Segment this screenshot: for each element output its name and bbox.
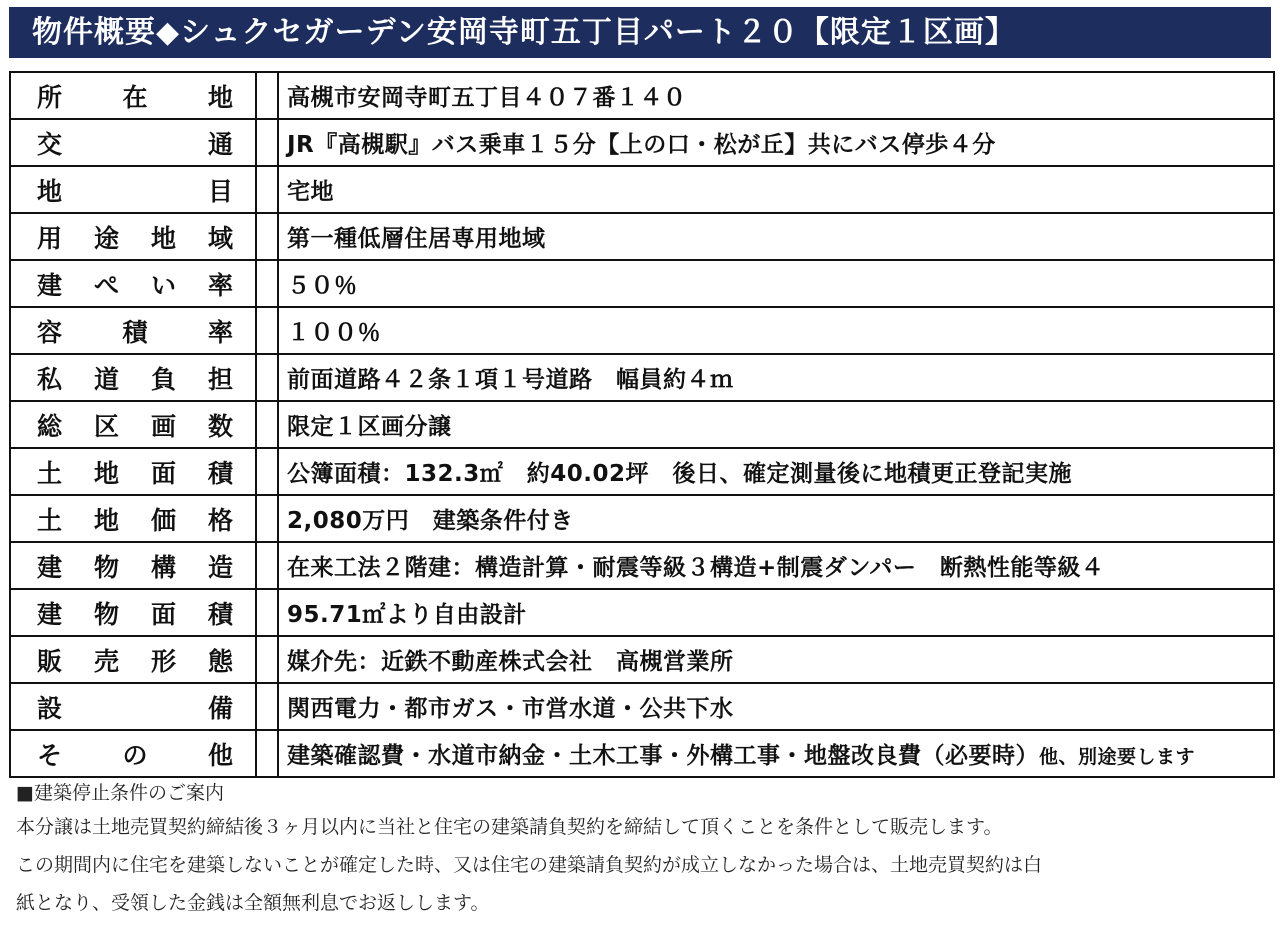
- spec-label: [11, 590, 257, 637]
- spec-value: [279, 684, 1273, 731]
- spec-value: [279, 637, 1273, 684]
- spec-label: [11, 308, 257, 355]
- spec-value-text: 2,080万円 建築条件付き: [287, 508, 574, 534]
- spec-value: [279, 167, 1273, 214]
- spec-label-char: 建: [37, 552, 63, 582]
- spec-label: [11, 637, 257, 684]
- spec-label-char: の: [122, 740, 148, 770]
- spec-label-char: 地: [207, 82, 233, 112]
- spec-label-char: 総: [37, 411, 63, 441]
- spec-row: [11, 402, 1273, 449]
- notes-line: 紙となり、受領した金銭は全額無利息でお返しします。: [16, 892, 490, 914]
- spec-value: [279, 308, 1273, 355]
- spec-value-text: 第一種低層住居専用地域: [287, 226, 546, 252]
- spec-spacer: [257, 308, 279, 355]
- spec-value-text: 建築確認費・水道市納金・土木工事・外構工事・地盤改良費（必要時）: [287, 743, 1039, 769]
- spec-row: [11, 308, 1273, 355]
- spec-label-char: 容: [37, 317, 63, 347]
- spec-label: [11, 261, 257, 308]
- spec-label-char: 格: [207, 505, 233, 535]
- property-spec-table: [9, 71, 1275, 778]
- spec-spacer: [257, 449, 279, 496]
- spec-value-note: 他、別途要します: [1039, 746, 1196, 768]
- spec-label-char: 積: [122, 317, 148, 347]
- spec-row: [11, 496, 1273, 543]
- spec-label-char: 積: [207, 458, 233, 488]
- spec-value-text: 公簿面積：132.3㎡ 約40.02坪 後日、確定測量後に地積更正登記実施: [287, 461, 1073, 487]
- spec-row: [11, 355, 1273, 402]
- spec-spacer: [257, 684, 279, 731]
- spec-label-char: 備: [207, 693, 233, 723]
- building-condition-notes: [16, 778, 1266, 922]
- spec-spacer: [257, 167, 279, 214]
- spec-row: [11, 167, 1273, 214]
- spec-label: [11, 684, 257, 731]
- spec-value-text: １００％: [287, 320, 381, 346]
- spec-row: [11, 590, 1273, 637]
- spec-spacer: [257, 355, 279, 402]
- spec-label-char: 形: [150, 646, 176, 676]
- spec-label-char: 数: [207, 411, 233, 441]
- spec-label-char: 私: [37, 364, 63, 394]
- spec-value-text: 宅地: [287, 179, 334, 205]
- spec-label-char: 担: [207, 364, 233, 394]
- spec-value-text: 限定１区画分譲: [287, 414, 452, 440]
- spec-row: [11, 637, 1273, 684]
- spec-label-char: 通: [207, 129, 233, 159]
- spec-value: [279, 590, 1273, 637]
- spec-label-char: 交: [37, 129, 63, 159]
- spec-value-text: ５０％: [287, 273, 358, 299]
- spec-label-char: 区: [93, 411, 119, 441]
- spec-label-char: 面: [150, 458, 176, 488]
- spec-row: [11, 684, 1273, 731]
- spec-value-text: JR『高槻駅』バス乗車１５分【上の口・松が丘】共にバス停歩４分: [287, 132, 996, 158]
- spec-value-text: 前面道路４２条１項１号道路 幅員約４ｍ: [287, 367, 734, 393]
- spec-label-char: い: [150, 270, 176, 300]
- spec-label: [11, 355, 257, 402]
- notes-line: 本分譲は土地売買契約締結後３ヶ月以内に当社と住宅の建築請負契約を締結して頂くことを条件として販売します。: [16, 816, 1003, 838]
- spec-label-char: そ: [37, 740, 63, 770]
- spec-spacer: [257, 402, 279, 449]
- notes-heading: ■建築停止条件のご案内: [16, 782, 224, 804]
- notes-line: この期間内に住宅を建築しないことが確定した時、又は住宅の建築請負契約が成立しなかった場合は、土地売買契約は白: [16, 854, 1043, 876]
- spec-label-char: 画: [150, 411, 176, 441]
- spec-label-char: 地: [93, 458, 119, 488]
- spec-label-char: 面: [150, 599, 176, 629]
- spec-value-text: 媒介先：近鉄不動産株式会社 高槻営業所: [287, 649, 734, 675]
- spec-label: [11, 73, 257, 120]
- spec-row: [11, 120, 1273, 167]
- spec-spacer: [257, 731, 279, 776]
- spec-row: [11, 261, 1273, 308]
- spec-label-char: 負: [150, 364, 176, 394]
- spec-label: [11, 731, 257, 776]
- spec-label: [11, 120, 257, 167]
- spec-label-char: 用: [37, 223, 63, 253]
- spec-label: [11, 214, 257, 261]
- spec-label-char: ぺ: [93, 270, 119, 300]
- spec-value: [279, 731, 1273, 776]
- spec-label-char: 販: [37, 646, 63, 676]
- spec-label-char: 価: [150, 505, 176, 535]
- spec-label: [11, 449, 257, 496]
- spec-label-char: 土: [37, 505, 63, 535]
- spec-label: [11, 167, 257, 214]
- spec-label-char: 率: [207, 270, 233, 300]
- spec-row: [11, 543, 1273, 590]
- spec-label-char: 土: [37, 458, 63, 488]
- spec-row: [11, 449, 1273, 496]
- spec-label-char: 設: [37, 693, 63, 723]
- spec-label-char: 地: [93, 505, 119, 535]
- page-title: 物件概要◆シュクセガーデン安岡寺町五丁目パート２０【限定１区画】: [9, 7, 1271, 58]
- spec-value: [279, 120, 1273, 167]
- spec-spacer: [257, 261, 279, 308]
- spec-label-char: 域: [207, 223, 233, 253]
- spec-spacer: [257, 637, 279, 684]
- spec-row: [11, 731, 1273, 776]
- spec-value: [279, 449, 1273, 496]
- spec-label-char: 売: [93, 646, 119, 676]
- spec-label-char: 所: [37, 82, 63, 112]
- spec-value: [279, 402, 1273, 449]
- spec-spacer: [257, 543, 279, 590]
- spec-value: [279, 355, 1273, 402]
- spec-value-text: 高槻市安岡寺町五丁目４０７番１４０: [287, 85, 687, 111]
- spec-label-char: 地: [37, 176, 63, 206]
- spec-spacer: [257, 214, 279, 261]
- spec-label-char: 率: [207, 317, 233, 347]
- spec-label-char: 道: [93, 364, 119, 394]
- spec-value: [279, 543, 1273, 590]
- spec-value: [279, 496, 1273, 543]
- spec-value: [279, 214, 1273, 261]
- spec-label-char: 建: [37, 599, 63, 629]
- spec-row: [11, 214, 1273, 261]
- spec-value: [279, 261, 1273, 308]
- spec-label-char: 構: [150, 552, 176, 582]
- spec-spacer: [257, 590, 279, 637]
- spec-label: [11, 543, 257, 590]
- spec-label-char: 建: [37, 270, 63, 300]
- spec-label-char: 在: [122, 82, 148, 112]
- spec-label-char: 途: [93, 223, 119, 253]
- spec-label-char: 造: [207, 552, 233, 582]
- spec-spacer: [257, 120, 279, 167]
- spec-label: [11, 402, 257, 449]
- spec-label-char: 目: [207, 176, 233, 206]
- spec-value: [279, 73, 1273, 120]
- spec-value-text: 95.71㎡より自由設計: [287, 602, 527, 628]
- spec-spacer: [257, 73, 279, 120]
- spec-label: [11, 496, 257, 543]
- spec-label-char: 他: [207, 740, 233, 770]
- spec-row: [11, 73, 1273, 120]
- spec-label-char: 積: [207, 599, 233, 629]
- spec-label-char: 物: [93, 552, 119, 582]
- spec-label-char: 態: [207, 646, 233, 676]
- spec-label-char: 物: [93, 599, 119, 629]
- spec-spacer: [257, 496, 279, 543]
- spec-label-char: 地: [150, 223, 176, 253]
- spec-value-text: 関西電力・都市ガス・市営水道・公共下水: [287, 696, 734, 722]
- spec-value-text: 在来工法２階建：構造計算・耐震等級３構造+制震ダンパー 断熱性能等級４: [287, 555, 1105, 581]
